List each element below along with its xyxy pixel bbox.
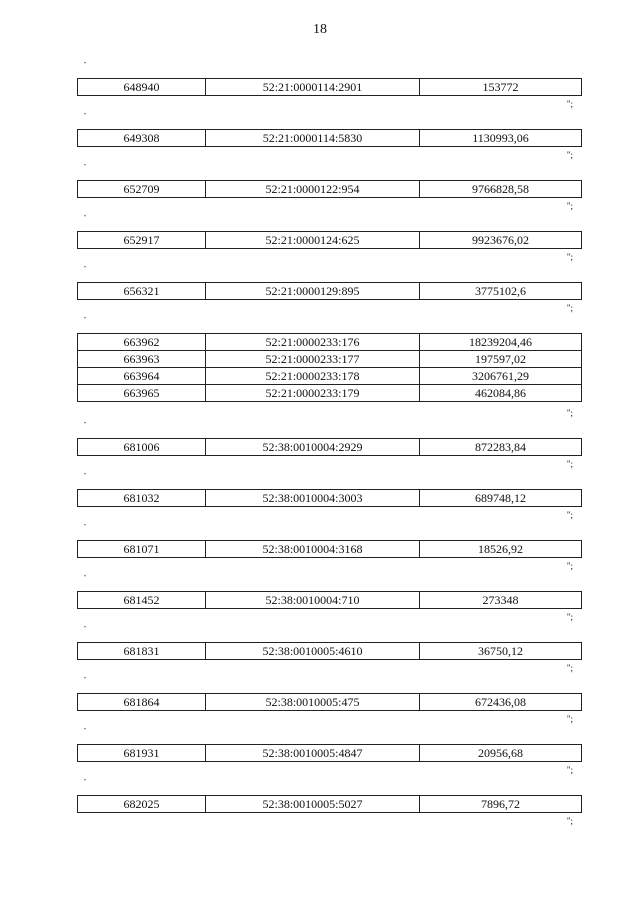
data-table: [77, 78, 582, 96]
opening-quote: ": [84, 728, 87, 734]
id-cell: 681006: [78, 439, 206, 456]
closing-quote: ";: [566, 612, 573, 622]
cadastral-number-cell: 52:21:0000122:954: [206, 181, 420, 198]
table-block: [77, 266, 580, 313]
table-row: [78, 283, 582, 300]
closing-quote: ";: [566, 303, 573, 313]
id-cell: 681831: [78, 643, 206, 660]
opening-quote: ": [84, 779, 87, 785]
table-row: [78, 541, 582, 558]
closing-quote: ";: [566, 408, 573, 418]
table-block: [77, 728, 580, 775]
data-table: [77, 489, 582, 507]
id-cell: 652709: [78, 181, 206, 198]
page-number: 18: [313, 22, 327, 37]
cadastral-number-cell: 52:38:0010005:4847: [206, 745, 420, 762]
opening-quote: ": [84, 62, 87, 68]
id-cell: 663965: [78, 385, 206, 402]
table-block: [77, 164, 580, 211]
table-row: [78, 79, 582, 96]
table-row: [78, 232, 582, 249]
closing-quote: ";: [566, 765, 573, 775]
opening-quote: ": [84, 524, 87, 530]
table-block: [77, 422, 580, 469]
table-block: [77, 626, 580, 673]
value-cell: 273348: [420, 592, 582, 609]
closing-quote: ";: [566, 99, 573, 109]
table-row: [78, 351, 582, 368]
cadastral-number-cell: 52:21:0000233:177: [206, 351, 420, 368]
table-block: [77, 677, 580, 724]
data-table: [77, 438, 582, 456]
table-row: [78, 130, 582, 147]
closing-quote: ";: [566, 150, 573, 160]
table-block: [77, 113, 580, 160]
opening-quote: ": [84, 575, 87, 581]
id-cell: 681864: [78, 694, 206, 711]
cadastral-number-cell: 52:21:0000129:895: [206, 283, 420, 300]
value-cell: 18526,92: [420, 541, 582, 558]
data-table: [77, 282, 582, 300]
value-cell: 1130993,06: [420, 130, 582, 147]
value-cell: 462084,86: [420, 385, 582, 402]
value-cell: 36750,12: [420, 643, 582, 660]
cadastral-number-cell: 52:21:0000114:5830: [206, 130, 420, 147]
opening-quote: ": [84, 626, 87, 632]
cadastral-number-cell: 52:38:0010004:3168: [206, 541, 420, 558]
table-row: [78, 745, 582, 762]
table-block: [77, 62, 580, 109]
data-table: [77, 540, 582, 558]
cadastral-number-cell: 52:38:0010005:5027: [206, 796, 420, 813]
closing-quote: ";: [566, 459, 573, 469]
id-cell: 656321: [78, 283, 206, 300]
data-table: [77, 180, 582, 198]
cadastral-number-cell: 52:38:0010004:710: [206, 592, 420, 609]
cadastral-number-cell: 52:21:0000114:2901: [206, 79, 420, 96]
id-cell: 663964: [78, 368, 206, 385]
value-cell: 689748,12: [420, 490, 582, 507]
value-cell: 872283,84: [420, 439, 582, 456]
cadastral-number-cell: 52:21:0000233:176: [206, 334, 420, 351]
opening-quote: ": [84, 677, 87, 683]
opening-quote: ": [84, 215, 87, 221]
id-cell: 663963: [78, 351, 206, 368]
cadastral-number-cell: 52:38:0010004:3003: [206, 490, 420, 507]
opening-quote: ": [84, 317, 87, 323]
cadastral-number-cell: 52:38:0010005:4610: [206, 643, 420, 660]
table-row: [78, 796, 582, 813]
data-table: [77, 693, 582, 711]
closing-quote: ";: [566, 714, 573, 724]
closing-quote: ";: [566, 252, 573, 262]
data-table: [77, 231, 582, 249]
table-row: [78, 181, 582, 198]
opening-quote: ": [84, 266, 87, 272]
value-cell: 3206761,29: [420, 368, 582, 385]
cadastral-number-cell: 52:38:0010004:2929: [206, 439, 420, 456]
table-block: [77, 779, 580, 826]
data-table: [77, 744, 582, 762]
id-cell: 648940: [78, 79, 206, 96]
table-row: [78, 694, 582, 711]
closing-quote: ";: [566, 816, 573, 826]
data-table: [77, 333, 582, 402]
value-cell: 9923676,02: [420, 232, 582, 249]
table-row: [78, 385, 582, 402]
value-cell: 9766828,58: [420, 181, 582, 198]
cadastral-number-cell: 52:21:0000124:625: [206, 232, 420, 249]
value-cell: 672436,08: [420, 694, 582, 711]
cadastral-number-cell: 52:38:0010005:475: [206, 694, 420, 711]
id-cell: 681931: [78, 745, 206, 762]
id-cell: 652917: [78, 232, 206, 249]
id-cell: 649308: [78, 130, 206, 147]
data-table: [77, 591, 582, 609]
table-row: [78, 368, 582, 385]
table-block: [77, 215, 580, 262]
opening-quote: ": [84, 473, 87, 479]
data-table: [77, 642, 582, 660]
cadastral-number-cell: 52:21:0000233:178: [206, 368, 420, 385]
value-cell: 3775102,6: [420, 283, 582, 300]
id-cell: 663962: [78, 334, 206, 351]
data-table: [77, 129, 582, 147]
table-row: [78, 643, 582, 660]
id-cell: 681032: [78, 490, 206, 507]
table-row: [78, 334, 582, 351]
table-block: [77, 473, 580, 520]
value-cell: 197597,02: [420, 351, 582, 368]
id-cell: 681071: [78, 541, 206, 558]
closing-quote: ";: [566, 663, 573, 673]
id-cell: 682025: [78, 796, 206, 813]
table-block: [77, 575, 580, 622]
closing-quote: ";: [566, 561, 573, 571]
value-cell: 20956,68: [420, 745, 582, 762]
opening-quote: ": [84, 422, 87, 428]
closing-quote: ";: [566, 510, 573, 520]
opening-quote: ": [84, 113, 87, 119]
table-block: [77, 317, 580, 418]
value-cell: 7896,72: [420, 796, 582, 813]
value-cell: 18239204,46: [420, 334, 582, 351]
id-cell: 681452: [78, 592, 206, 609]
table-row: [78, 490, 582, 507]
value-cell: 153772: [420, 79, 582, 96]
table-row: [78, 592, 582, 609]
data-table: [77, 795, 582, 813]
closing-quote: ";: [566, 201, 573, 211]
table-block: [77, 524, 580, 571]
opening-quote: ": [84, 164, 87, 170]
table-row: [78, 439, 582, 456]
cadastral-number-cell: 52:21:0000233:179: [206, 385, 420, 402]
